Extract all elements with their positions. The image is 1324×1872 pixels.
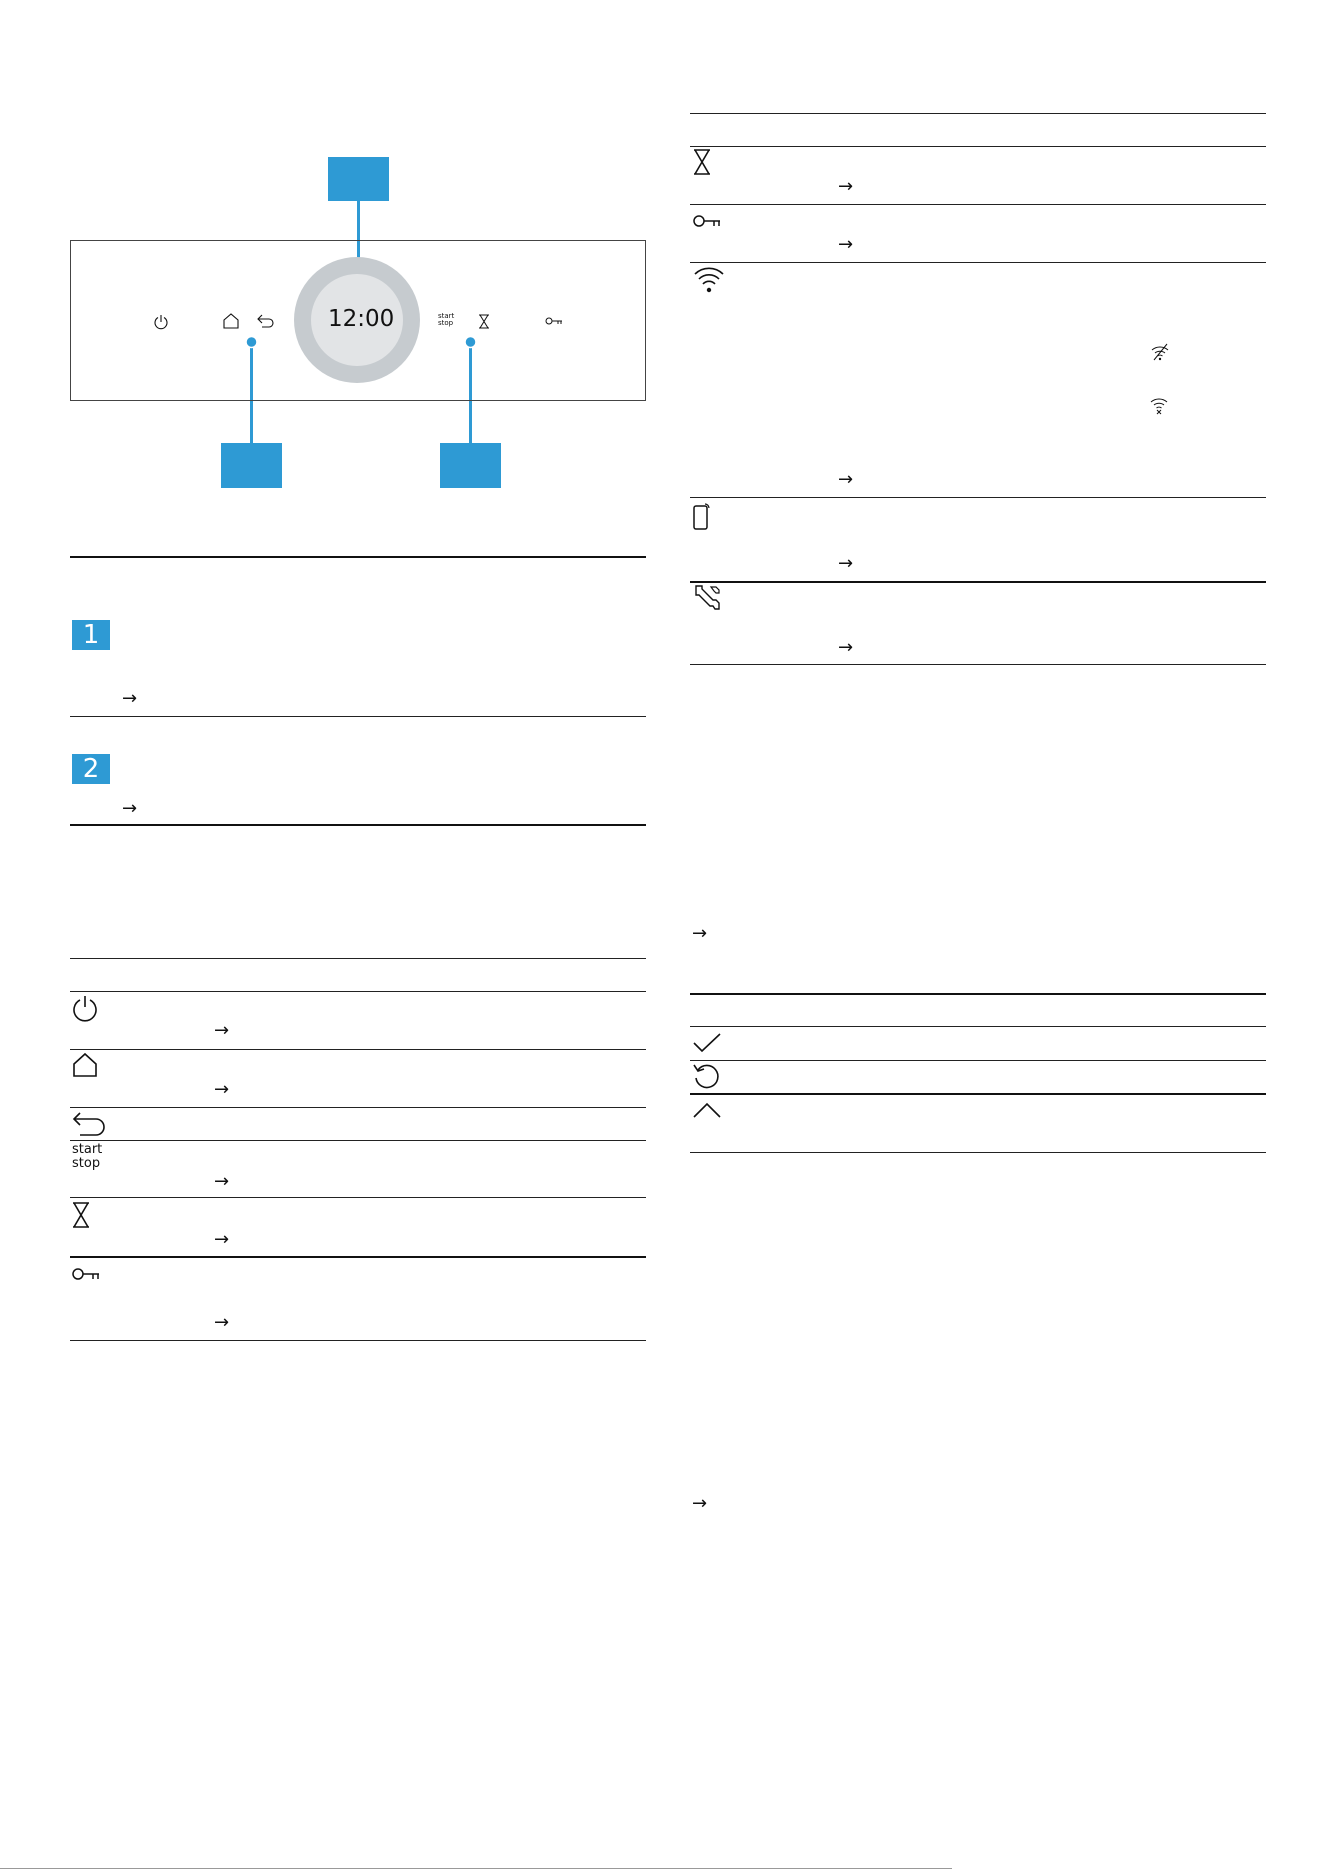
rule — [690, 113, 1266, 114]
arrow-hourglass: → — [214, 1229, 230, 1250]
arrow-note: → — [692, 923, 708, 944]
rule — [70, 1140, 646, 1141]
home-icon[interactable] — [222, 312, 240, 330]
rule — [70, 556, 646, 558]
hourglass-icon — [72, 1202, 90, 1228]
rule — [690, 1060, 1266, 1061]
arrow-power: → — [214, 1020, 230, 1041]
arrow-note-2: → — [692, 1493, 708, 1514]
callout-badge-1: 1 — [72, 620, 110, 650]
hourglass-icon[interactable] — [478, 314, 490, 329]
arrow-2: → — [122, 798, 138, 819]
home-icon — [72, 1052, 98, 1078]
wrench-icon — [693, 584, 721, 612]
key-icon — [693, 214, 721, 228]
rule — [70, 991, 646, 992]
wifi-off-icon — [1150, 343, 1170, 361]
stop-label: stop — [438, 319, 454, 327]
rule — [690, 204, 1266, 205]
arrow-remote: → — [838, 553, 854, 574]
arrow-key: → — [214, 1312, 230, 1333]
reset-icon — [692, 1062, 722, 1092]
start-label: start — [72, 1142, 103, 1157]
rule — [70, 716, 646, 717]
back-icon[interactable] — [257, 314, 275, 328]
key-icon[interactable] — [545, 316, 563, 326]
rule — [690, 1093, 1266, 1095]
rule — [690, 497, 1266, 498]
callout-badge-2: 2 — [72, 754, 110, 784]
back-icon — [72, 1112, 106, 1136]
arrow-wifi: → — [838, 469, 854, 490]
start-label: start — [438, 312, 455, 320]
checkmark-icon — [692, 1032, 722, 1054]
phone-remote-icon — [693, 502, 711, 530]
start-stop-label — [72, 1143, 102, 1171]
arrow-start-stop: → — [214, 1171, 230, 1192]
rule — [690, 1152, 1266, 1153]
rule — [70, 1256, 646, 1258]
stop-label: stop — [72, 1156, 101, 1171]
wifi-icon — [693, 265, 725, 293]
key-icon — [72, 1267, 100, 1281]
power-icon — [72, 995, 98, 1021]
power-icon[interactable] — [153, 314, 169, 330]
rule — [70, 824, 646, 826]
footer-rule — [0, 1868, 952, 1869]
start-stop-button[interactable] — [438, 313, 454, 327]
rule — [70, 1049, 646, 1050]
rule — [690, 581, 1266, 583]
arrow-service: → — [838, 637, 854, 658]
rule — [70, 1107, 646, 1108]
rule — [690, 1026, 1266, 1027]
chevron-up-icon — [692, 1101, 722, 1119]
arrow-home: → — [214, 1079, 230, 1100]
arrow-1: → — [122, 688, 138, 709]
rule — [690, 664, 1266, 665]
rule — [690, 262, 1266, 263]
rule — [70, 1340, 646, 1341]
arrow-childlock: → — [838, 234, 854, 255]
hourglass-icon — [693, 149, 711, 175]
arrow-timer: → — [838, 176, 854, 197]
rule — [690, 146, 1266, 147]
display-time: 12:00 — [328, 306, 395, 332]
rule — [690, 993, 1266, 995]
rule — [70, 1197, 646, 1198]
rule — [70, 958, 646, 959]
wifi-error-icon — [1149, 396, 1169, 414]
